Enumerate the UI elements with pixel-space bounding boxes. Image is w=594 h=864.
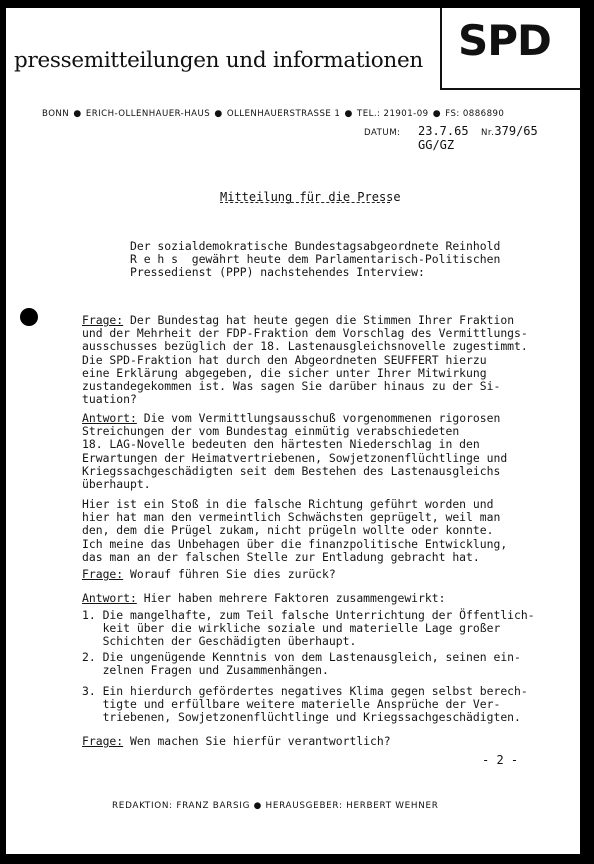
address-building: ERICH-OLLENHAUER-HAUS (85, 109, 211, 119)
address-city: BONN (42, 109, 70, 119)
masthead-title: pressemitteilungen und informationen (14, 48, 423, 73)
answer-text: Die vom Vermittlungsausschuß vorgenommenen rigorosen (136, 411, 501, 425)
question-label: Frage: (82, 313, 124, 327)
question-label: Frage: (82, 567, 124, 581)
answer-line: den, dem die Prügel zukam, nicht prügeln wollte oder konnte. (82, 523, 494, 538)
intro-line: R e h s gewährt heute dem Parlamentarisch-Politischen (130, 252, 501, 267)
heading-underline (220, 202, 390, 203)
number-value: 379/65 (494, 124, 538, 138)
address-street: OLLENHAUERSTRASSE 1 (226, 109, 341, 119)
date-value: 23.7.65 (418, 124, 469, 138)
spd-logo (440, 8, 580, 90)
question-label: Frage: (82, 734, 124, 748)
bullet-icon: ● (214, 109, 223, 119)
answer-text: Hier haben mehrere Faktoren zusammengewirkt: (136, 591, 446, 605)
question-line: und der Mehrheit der FDP-Fraktion dem Vorschlag des Vermittlungs- (82, 326, 528, 341)
address-phone: TEL.: 21901-09 (357, 109, 429, 119)
answer-point-2 (82, 651, 521, 677)
intro-line: Pressedienst (PPP) nachstehendes Interview: (130, 265, 425, 280)
answer-line: hier hat man den vermeintlich Schwächsten geprügelt, weil man (82, 510, 501, 525)
point-line: tigte und erfüllbare weitere materielle Ansprüche der Ver- (82, 697, 501, 712)
point-line: Schichten der Geschädigten überhaupt. (82, 634, 357, 649)
bullet-icon: ● (253, 801, 266, 811)
document-heading: Mitteilung für die Presse (220, 190, 401, 204)
intro-line: Der sozialdemokratische Bundestagsabgeordnete Reinhold (130, 239, 501, 253)
bullet-icon: ● (73, 109, 82, 119)
question-2 (82, 568, 336, 581)
press-release-page (6, 8, 580, 854)
page-number: - 2 - (482, 753, 519, 767)
answer-line: das man an der falschen Stelle zur Entladung gebracht hat. (82, 549, 480, 564)
number-field (481, 124, 538, 138)
answer-1 (82, 412, 507, 491)
question-line: ausschusses bezüglich der 18. Lastenausgleichsnovelle zugestimmt. (82, 339, 528, 354)
answer-point-1 (82, 609, 535, 649)
date-label: DATUM: (364, 128, 401, 138)
answer-line: Hier ist ein Stoß in die falsche Richtung geführt worden und (82, 497, 494, 511)
question-text: Wen machen Sie hierfür verantwortlich? (123, 734, 391, 748)
question-text: Der Bundestag hat heute gegen die Stimmen Ihrer Fraktion (123, 313, 515, 327)
point-line: zelnen Fragen und Zusammenhängen. (82, 663, 329, 678)
answer-2 (82, 592, 445, 605)
answer-1-paragraph-2 (82, 498, 507, 564)
address-telex: FS: 0886890 (445, 109, 505, 119)
answer-line: Erwartungen der Heimatvertriebenen, Sowjetzonenflüchtlinge und (82, 450, 508, 465)
bullet-icon: ● (344, 109, 353, 119)
answer-line: 18. LAG-Novelle bedeuten den härtesten Niederschlag in den (82, 437, 480, 452)
point-line: keit über die wirkliche soziale und materielle Lage großer (82, 621, 501, 636)
punch-hole (20, 308, 38, 326)
initials: GG/GZ (418, 138, 455, 152)
answer-label: Antwort: (82, 411, 137, 425)
question-text: Worauf führen Sie dies zurück? (123, 567, 336, 581)
bullet-icon: ● (432, 109, 442, 119)
point-line: triebenen, Sowjetzonenflüchtlinge und Kriegssachgeschädigten. (82, 710, 521, 725)
footer-publisher: HERAUSGEBER: HERBERT WEHNER (265, 801, 439, 811)
question-3 (82, 735, 391, 748)
question-1 (82, 314, 528, 406)
number-label: Nr. (481, 128, 495, 138)
question-line: eine Erklärung abgegeben, die sicher unter Ihrer Mitwirkung (82, 365, 487, 380)
question-line: zustandegekommen ist. Was sagen Sie darüber hinaus zu der Si- (82, 379, 501, 394)
answer-line: Kriegssachgeschädigten seit dem Bestehen des Lastenausgleichs (82, 463, 501, 478)
point-line: 1. Die mangelhafte, zum Teil falsche Unterrichtung der Öffentlich- (82, 608, 535, 622)
question-line: Die SPD-Fraktion hat durch den Abgeordneten SEUFFERT hierzu (82, 352, 487, 367)
answer-line: überhaupt. (82, 477, 151, 492)
point-line: 3. Ein hierdurch gefördertes negatives Klima gegen selbst berech- (82, 684, 528, 698)
point-line: 2. Die ungenügende Kenntnis von dem Lastenausgleich, seinen ein- (82, 650, 521, 664)
footer (112, 801, 439, 811)
answer-line: Streichungen der vom Bundestag einmütig verabschiedeten (82, 424, 460, 439)
address-line (42, 109, 504, 119)
logo-text: SPD (458, 16, 551, 65)
intro-paragraph (130, 240, 500, 280)
answer-point-3 (82, 685, 528, 725)
answer-label: Antwort: (82, 591, 137, 605)
footer-editor: REDAKTION: FRANZ BARSIG (112, 801, 251, 811)
answer-line: Ich meine das Unbehagen über die finanzpolitische Entwicklung, (82, 536, 508, 551)
question-line: tuation? (82, 392, 137, 407)
